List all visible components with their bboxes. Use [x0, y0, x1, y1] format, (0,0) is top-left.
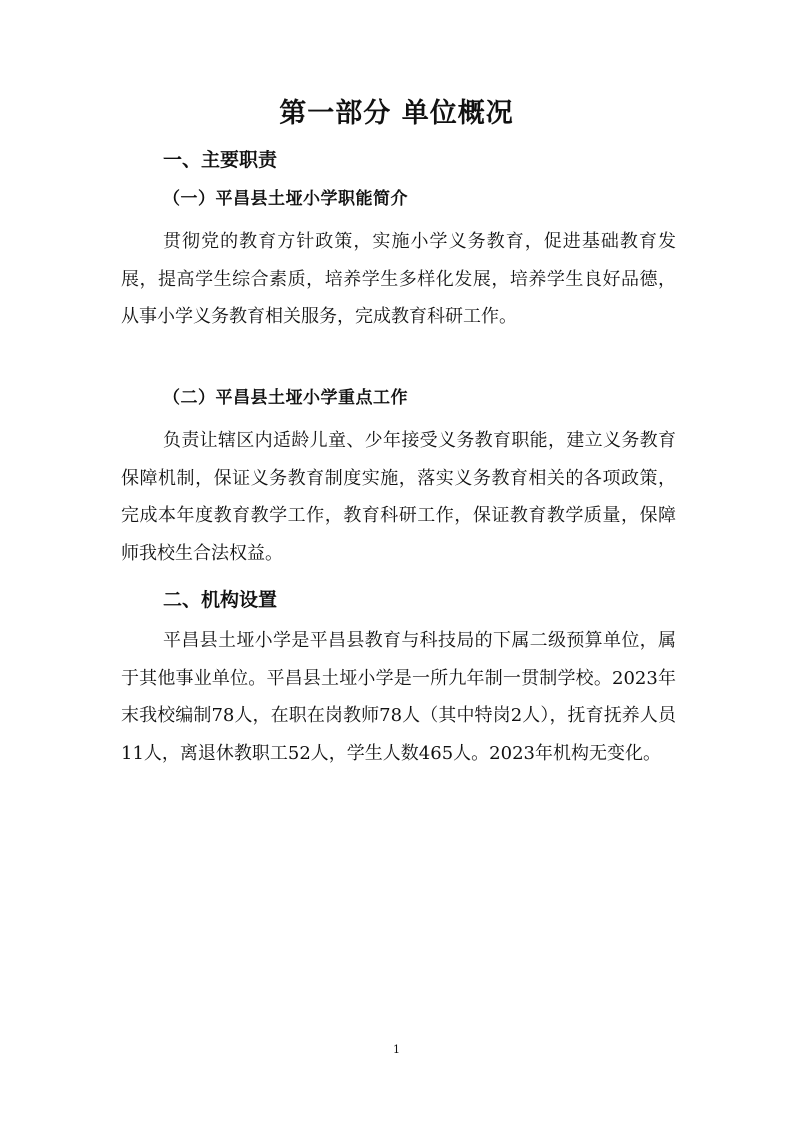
paragraph-key-work: 负责让辖区内适龄儿童、少年接受义务教育职能，建立义务教育保障机制，保证义务教育制度实施，落实义务教育相关的各项政策，完成本年度教育教学工作，教育科研工作，保证教育教学质量，保障师我校生合法权益。: [121, 430, 676, 564]
page-title: 第一部分 单位概况: [279, 98, 514, 129]
paragraph-organization: 平昌县土垭小学是平昌县教育与科技局的下属二级预算单位，属于其他事业单位。平昌县土垭小学是一所九年制一贯制学校。2023年末我校编制78人，在职在岗教师78人（其中特岗2人），抚育抚养人员11人，离退休教职工52人，学生人数465人。2023年机构无变化。: [121, 630, 676, 764]
paragraph-function-intro: 贯彻党的教育方针政策，实施小学义务教育，促进基础教育发展，提高学生综合素质，培养学生多样化发展，培养学生良好品德，从事小学义务教育相关服务，完成教育科研工作。: [121, 231, 676, 327]
section-heading-organization: 二、机构设置: [163, 589, 278, 611]
section-heading-main-duties: 一、主要职责: [163, 149, 278, 171]
subsection-heading-key-work: （二）平昌县土垭小学重点工作: [163, 388, 408, 408]
page-number: 1: [393, 1043, 400, 1056]
subsection-heading-function-intro: （一）平昌县土垭小学职能简介: [163, 189, 408, 209]
